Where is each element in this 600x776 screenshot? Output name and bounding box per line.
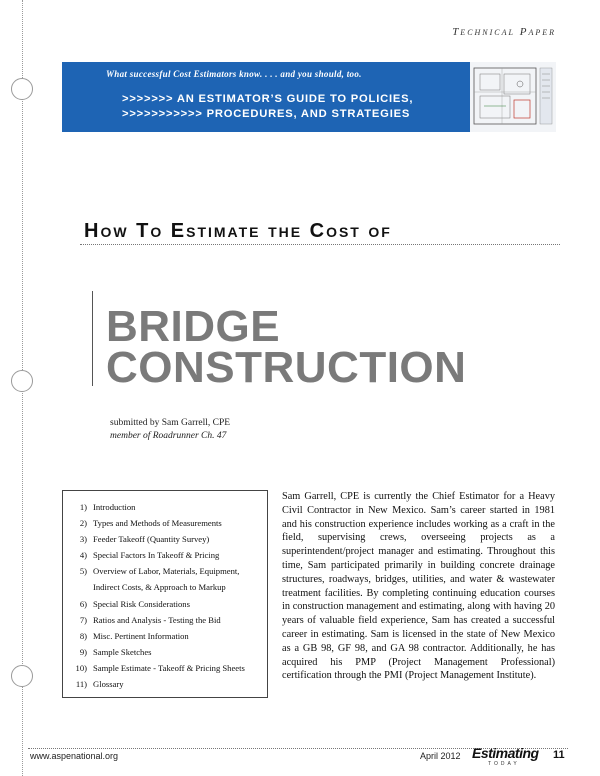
- page-number: 11: [553, 749, 565, 761]
- title-accent-bar: [92, 291, 93, 386]
- table-of-contents: [62, 490, 268, 698]
- banner-line-2: >>>>>>>>>>> PROCEDURES, AND STRATEGIES: [122, 108, 411, 120]
- toc-item: Indirect Costs, & Approach to Markup: [93, 582, 226, 593]
- binder-ring: [11, 78, 33, 100]
- toc-item: 9) Sample Sketches: [79, 646, 152, 657]
- article-title-line-1: BRIDGE: [106, 302, 281, 351]
- toc-item: 10) Sample Estimate - Takeoff & Pricing Sheets: [75, 662, 245, 673]
- toc-item: 4) Special Factors In Takeoff & Pricing: [79, 550, 220, 561]
- author-bio-text: Sam Garrell, CPE is currently the Chief Estimator for a Heavy Civil Contractor in New Mexico. Sam’s career started in 1981 and his construction experience includes working as a craft in the field, supervising crews, overseeing projects as a superintendent/project manager and estimating. Throughout this time, Sam participated primarily in building concrete drainage structures, roadways, bridges, utilities, and water & wastewater treatment facilities. By completing continuing education courses in construction management and estimating, along with having 20 years of valuable field experience, Sam has created a successful career in estimating. Sam is licensed in the state of New Mexico as a GB 98, GF 98, and GA 98 contractor. Additionally, he has acquired his PMP (Project Management Professional) certification through the PMI (Project Management Institute).: [282, 491, 555, 682]
- kicker-divider: [80, 244, 560, 245]
- toc-item: 7) Ratios and Analysis - Testing the Bid: [79, 614, 221, 625]
- toc-item: 5) Overview of Labor, Materials, Equipment,: [79, 566, 240, 577]
- binder-ring: [11, 665, 33, 687]
- toc-item: 11) Glossary: [75, 679, 124, 690]
- byline: submitted by Sam Garrell, CPE: [110, 418, 231, 428]
- section-label: Technical Paper: [452, 26, 556, 38]
- banner-line-1: >>>>>>> AN ESTIMATOR’S GUIDE TO POLICIES,: [122, 93, 414, 105]
- footer-website: www.aspenational.org: [30, 751, 119, 761]
- guide-banner: [62, 62, 556, 132]
- binder-ring: [11, 370, 33, 392]
- banner-tagline: What successful Cost Estimators know. . . . and you should, too.: [106, 69, 362, 79]
- toc-item: 3) Feeder Takeoff (Quantity Survey): [79, 534, 210, 545]
- magazine-logo: [472, 745, 546, 773]
- article-kicker: How To Estimate the Cost of: [84, 220, 392, 242]
- toc-item: 1) Introduction: [79, 502, 136, 512]
- toc-item: 8) Misc. Pertinent Information: [79, 630, 189, 641]
- chapter-affiliation: member of Roadrunner Ch. 47: [110, 431, 227, 441]
- magazine-subtitle: TODAY: [488, 761, 520, 767]
- article-title-line-2: CONSTRUCTION: [106, 343, 467, 392]
- blueprint-image: [470, 62, 556, 132]
- author-bio: [282, 490, 555, 683]
- footer-date: April 2012: [420, 751, 461, 761]
- toc-item: 6) Special Risk Considerations: [79, 598, 190, 609]
- toc-item: 2) Types and Methods of Measurements: [79, 518, 222, 529]
- magazine-name: Estimating: [472, 745, 539, 761]
